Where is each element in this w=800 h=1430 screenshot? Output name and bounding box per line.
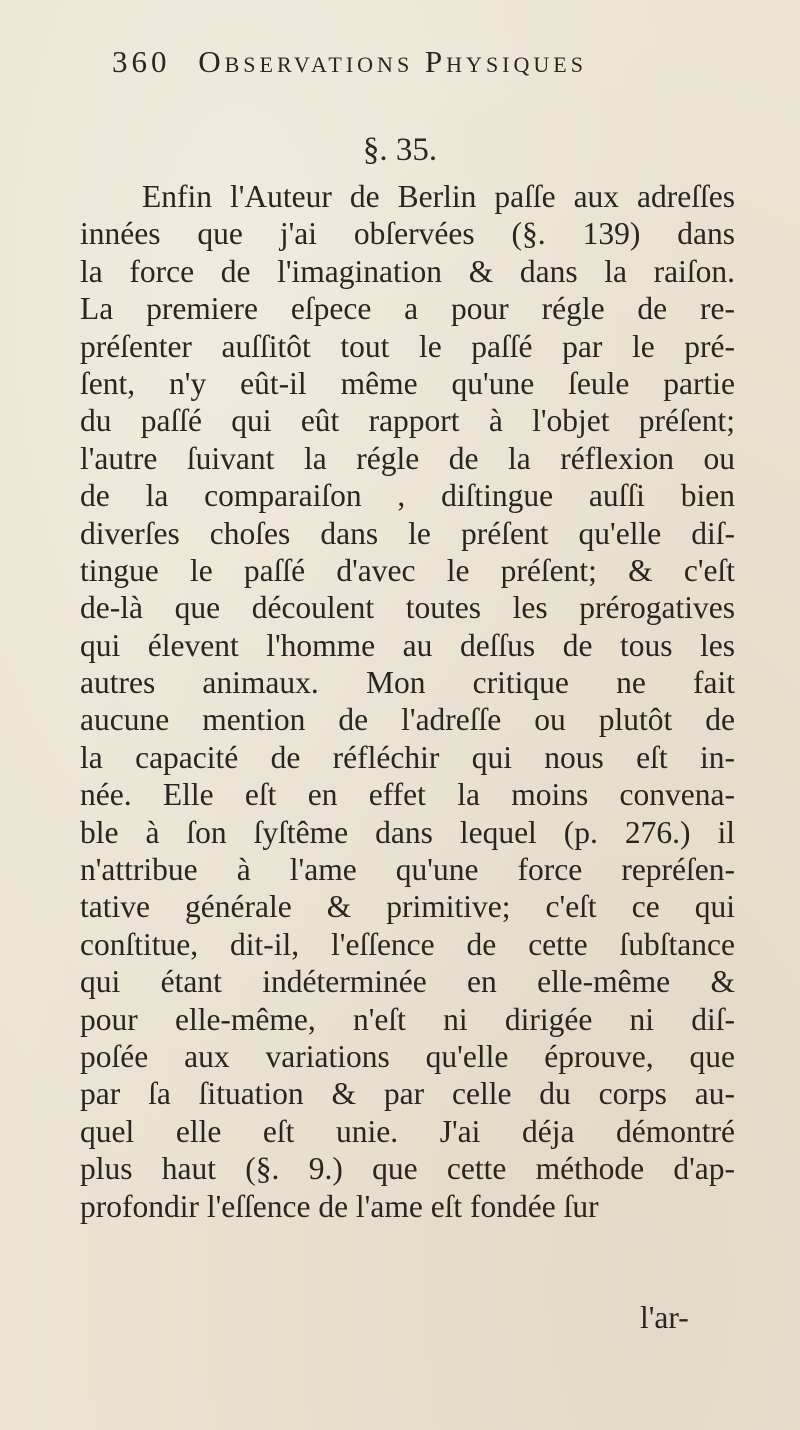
text-line: Enfin l'Auteur de Berlin paſſe aux adreſſes	[142, 179, 735, 214]
text-line: de-là que découlent toutes les prérogatives	[80, 590, 735, 626]
text-line: ble à ſon ſyſtême dans lequel (p. 276.) il	[80, 814, 735, 850]
text-line: pour elle-même, n'eſt ni dirigée ni diſ-	[80, 1001, 735, 1037]
text-line: préſenter auſſitôt tout le paſſé par le pré-	[80, 328, 735, 364]
text-line: quel elle eſt unie. J'ai déja démontré	[80, 1113, 735, 1149]
text-line: innées que j'ai obſervées (§. 139) dans	[80, 216, 735, 252]
section-heading: §. 35.	[362, 132, 438, 168]
text-line: tingue le paſſé d'avec le préſent; & c'eſt	[80, 552, 735, 588]
text-line: qui élevent l'homme au deſſus de tous les	[80, 627, 735, 663]
text-line: de la comparaiſon , diſtingue auſſi bien	[80, 478, 735, 514]
text-line: du paſſé qui eût rapport à l'objet préſent;	[80, 403, 735, 439]
text-line: ſent, n'y eût-il même qu'une ſeule partie	[80, 365, 735, 401]
text-line: diverſes choſes dans le préſent qu'elle diſ-	[80, 515, 735, 551]
text-line: la force de l'imagination & dans la raiſon.	[80, 253, 735, 289]
text-line: profondir l'eſſence de l'ame eſt fondée ſur	[80, 1188, 599, 1224]
text-line: l'autre ſuivant la régle de la réflexion ou	[80, 440, 735, 476]
text-line: plus haut (§. 9.) que cette méthode d'ap-	[80, 1151, 735, 1187]
text-line: autres animaux. Mon critique ne fait	[80, 665, 735, 701]
text-line: aucune mention de l'adreſſe ou plutôt de	[80, 702, 735, 738]
body-paragraph	[80, 178, 735, 1225]
text-line: née. Elle eſt en effet la moins convena-	[80, 777, 735, 813]
page-number: 360	[112, 44, 171, 79]
text-line: poſée aux variations qu'elle éprouve, que	[80, 1038, 735, 1074]
text-line: tative générale & primitive; c'eſt ce qui	[80, 889, 735, 925]
text-line: n'attribue à l'ame qu'une force repréſen-	[80, 852, 735, 888]
page-header	[112, 44, 720, 94]
text-line: qui étant indéterminée en elle-même &	[80, 964, 735, 1000]
text-line: par ſa ſituation & par celle du corps au-	[80, 1076, 735, 1112]
text-line: La premiere eſpece a pour régle de re-	[80, 291, 735, 327]
catchword: l'ar-	[640, 1300, 689, 1335]
text-line: la capacité de réfléchir qui nous eſt in-	[80, 739, 735, 775]
text-line: conſtitue, dit-il, l'eſſence de cette ſubſtance	[80, 926, 735, 962]
running-title: Observations Physiques	[198, 44, 587, 79]
